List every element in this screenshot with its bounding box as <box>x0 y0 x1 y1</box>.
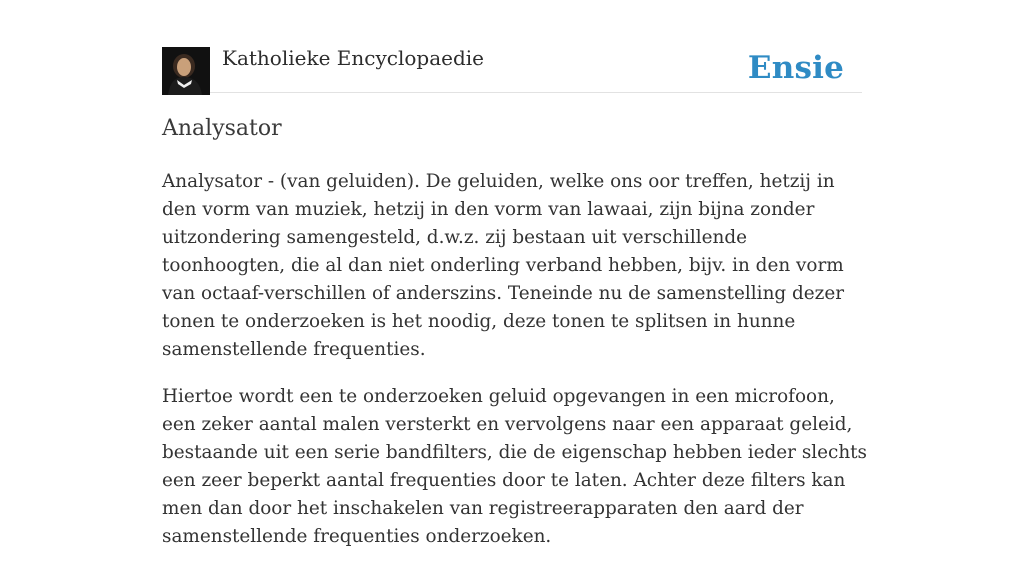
portrait-avatar-icon[interactable] <box>162 47 210 95</box>
article-body <box>162 168 868 570</box>
article-paragraph: Hiertoe wordt een te onderzoeken geluid opgevangen in een microfoon, een zeker aantal malen versterkt en vervolgens naar een apparaat geleid, bestaande uit een serie bandfilters, die de eigenschap hebben ieder slechts een zeer beperkt aantal frequenties door te laten. Achter deze filters kan men dan door het inschakelen van registreerapparaten den aard der samenstellende frequenties onderzoeken. <box>162 386 867 547</box>
article-paragraph: Analysator - (van geluiden). De geluiden, welke ons oor treffen, hetzij in den vorm van muziek, hetzij in den vorm van lawaai, zijn bijna zonder uitzondering samengesteld, d.w.z. zij bestaan uit verschillende toonhoogten, die al dan niet onderling verband hebben, bijv. in den vorm van octaaf-verschillen of anderszins. Teneinde nu de samenstelling dezer tonen te onderzoeken is het noodig, deze tonen te splitsen in hunne samenstellende frequenties. <box>162 171 845 360</box>
source-name[interactable]: Katholieke Encyclopaedie <box>222 46 484 70</box>
brand-logo[interactable]: Ensie <box>747 50 844 86</box>
page-title: Analysator <box>162 116 282 141</box>
site-header <box>162 44 862 93</box>
